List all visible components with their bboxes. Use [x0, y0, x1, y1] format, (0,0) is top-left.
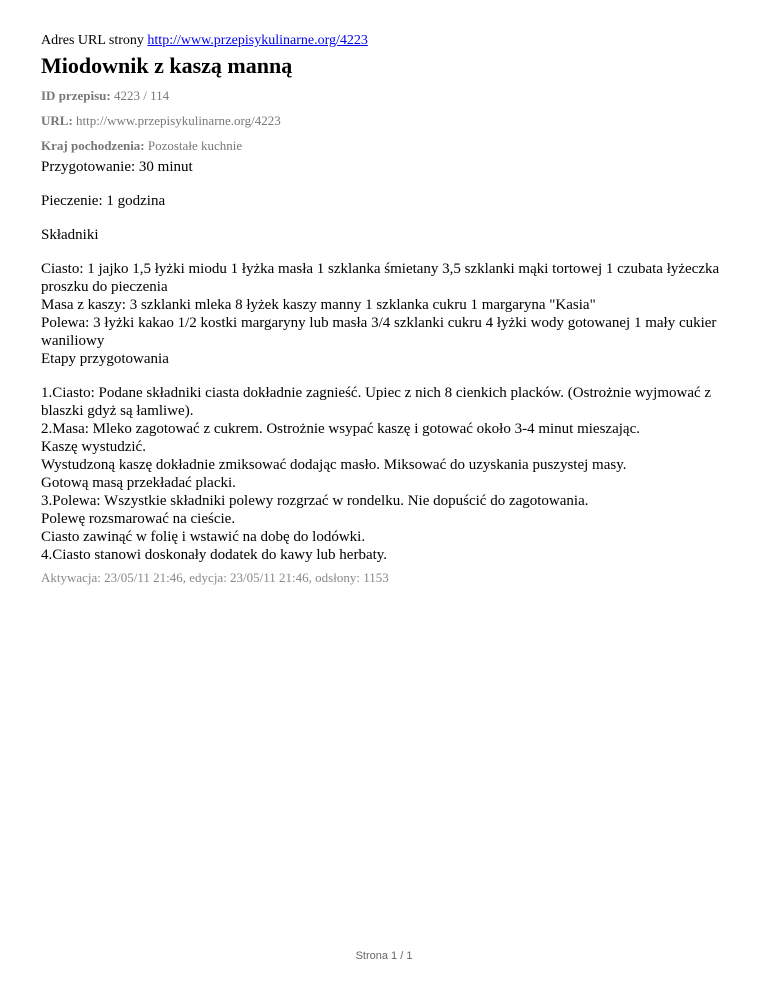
recipe-url	[41, 113, 731, 129]
ingredient-group-ciasto: Ciasto: 1 jajko 1,5 łyżki miodu 1 łyżka masła 1 szklanka śmietany 3,5 szklanki mąki tortowej 1 czubata łyżeczka proszku do pieczenia	[41, 261, 720, 295]
step-line: Kaszę wystudzić.	[41, 439, 146, 455]
ingredients-heading: Składniki	[41, 227, 99, 243]
recipe-origin-value: Pozostałe kuchnie	[147, 138, 243, 153]
step-line: Polewę rozsmarować na cieście.	[41, 511, 236, 527]
ingredient-group-polewa: Polewa: 3 łyżki kakao 1/2 kostki margaryny lub masła 3/4 szklanki cukru 4 łyżki wody gotowanej 1 mały cukier waniliowy	[41, 315, 717, 349]
page-number: Strona 1 / 1	[355, 950, 413, 962]
recipe-id	[41, 88, 731, 104]
document-page	[41, 32, 731, 586]
recipe-id-value: 4223 / 114	[113, 88, 170, 103]
step-line: 2.Masa: Mleko zagotować z cukrem. Ostrożnie wsypać kaszę i gotować około 3-4 minut mieszając.	[41, 421, 640, 437]
recipe-origin-label: Kraj pochodzenia:	[41, 138, 145, 153]
step-line: 4.Ciasto stanowi doskonały dodatek do kawy lub herbaty.	[41, 547, 388, 563]
steps-heading: Etapy przygotowania	[41, 351, 169, 367]
prep-time: Przygotowanie: 30 minut	[41, 159, 193, 175]
step-line: Ciasto zawinąć w folię i wstawić na dobę do lodówki.	[41, 529, 366, 545]
recipe-title: Miodownik z kaszą manną	[41, 53, 293, 78]
step-line: 3.Polewa: Wszystkie składniki polewy rozgrzać w rondelku. Nie dopuścić do zagotowania.	[41, 493, 589, 509]
recipe-url-value: http://www.przepisykulinarne.org/4223	[76, 113, 281, 128]
step-line: Wystudzoną kaszę dokładnie zmiksować dodając masło. Miksować do uzyskania puszystej masy.	[41, 457, 627, 473]
page-url-line	[41, 32, 731, 50]
url-prefix: Adres URL strony	[41, 33, 144, 48]
recipe-url-label: URL:	[41, 113, 73, 128]
activation-info: Aktywacja: 23/05/11 21:46, edycja: 23/05/11 21:46, odsłony: 1153	[41, 570, 389, 585]
ingredient-group-masa: Masa z kaszy: 3 szklanki mleka 8 łyżek kaszy manny 1 szklanka cukru 1 margaryna "Kasia"	[41, 297, 596, 313]
recipe-origin	[41, 138, 731, 154]
recipe-id-label: ID przepisu:	[41, 88, 111, 103]
step-line: 1.Ciasto: Podane składniki ciasta dokładnie zagnieść. Upiec z nich 8 cienkich placków. (Ostrożnie wyjmować z blaszki gdyż są łamliwe).	[41, 385, 712, 419]
step-line: Gotową masą przekładać placki.	[41, 475, 236, 491]
page-url-link[interactable]: http://www.przepisykulinarne.org/4223	[147, 33, 368, 48]
bake-time: Pieczenie: 1 godzina	[41, 193, 166, 209]
